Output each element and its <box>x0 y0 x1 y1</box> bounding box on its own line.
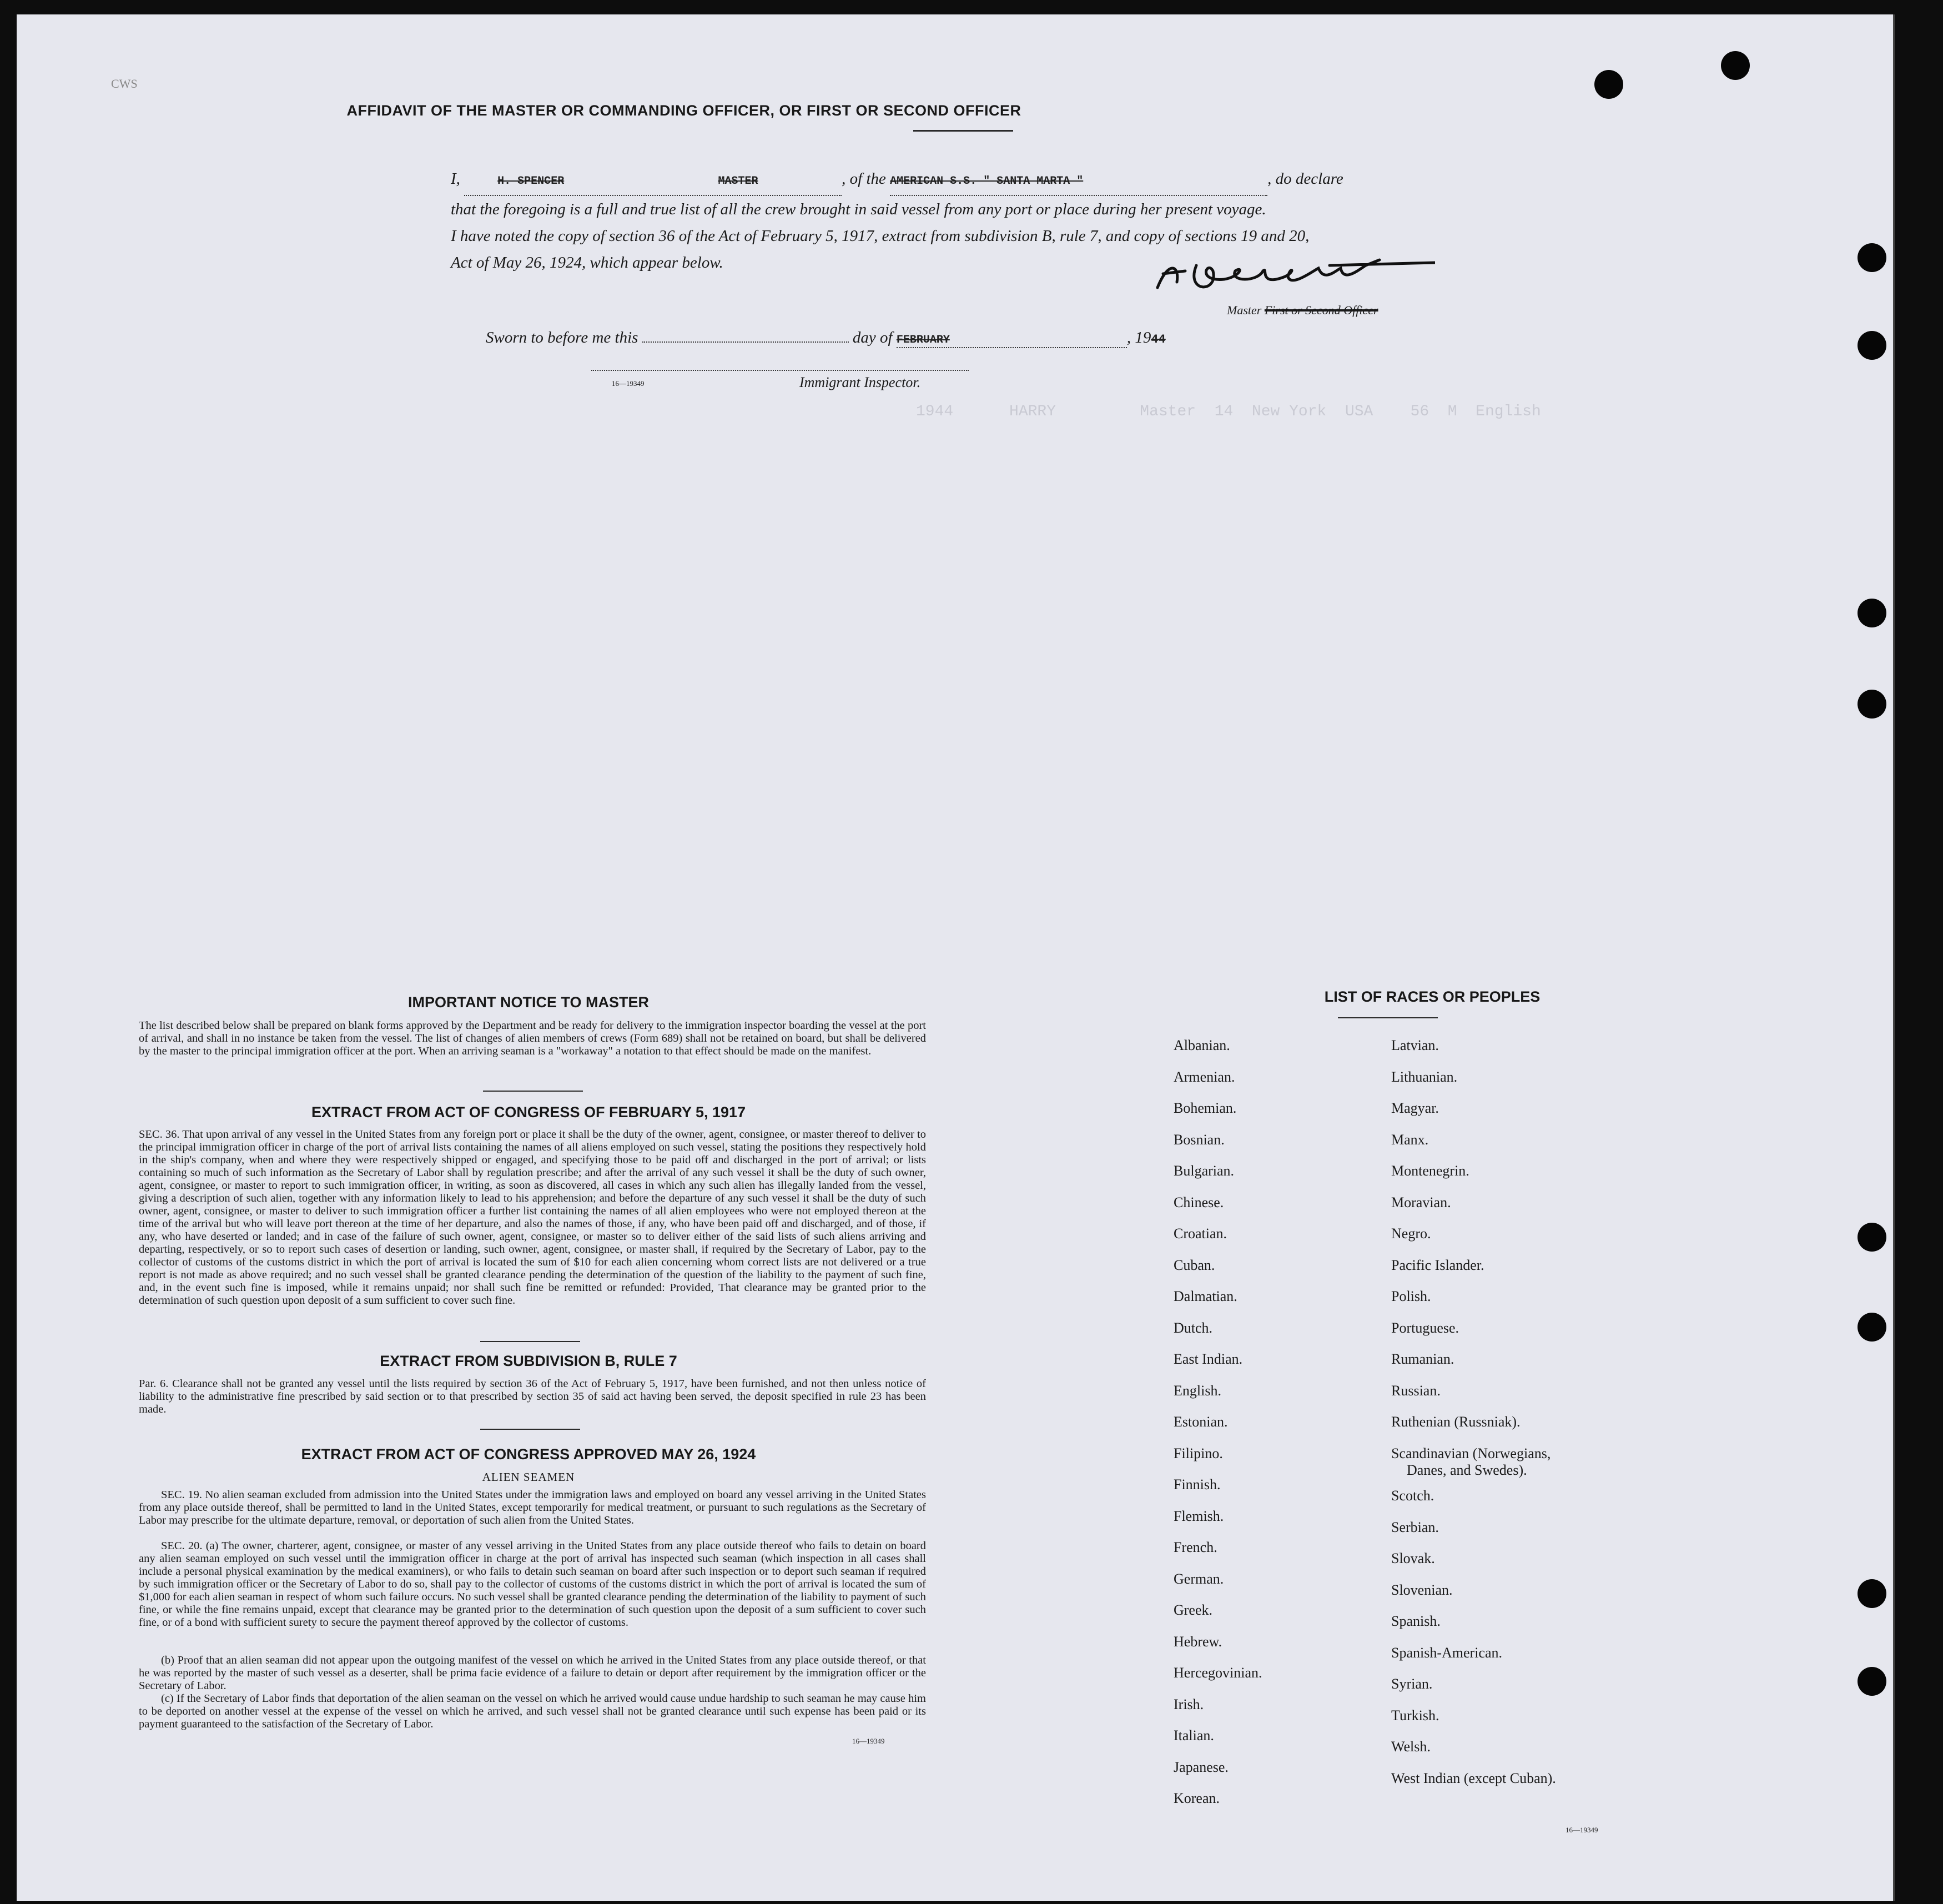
section-20a: SEC. 20. (a) The owner, charterer, agent, consignee, or master of any vessel arriving in the United States from any place outside thereof who fails to detain on board any alien seaman employed on such vessel until the immigration officer in charge at the port of arrival has inspected such seaman (which inspection in all cases shall include a personal physical examination by the medical examiners), or who fails to detain such seaman on board after such inspection or to deport such seaman if required by such immigration officer or the Secretary of Labor to do so, shall pay to the collector of customs of the customs district in which the port of arrival is located the sum of $1,000 for each alien seaman in respect of whom such failure occurs. No such vessel shall be granted clearance pending the determination of the liability to payment of such fine, or while the fine remains unpaid, except that clearance may be granted prior to the determination of such question upon the deposit of a sum sufficient to cover such fine, or of a bond with sufficient surety to secure the payment thereof approved by the collector of customs. <box>139 1540 926 1629</box>
extract-1924-heading-wrap <box>140 1446 917 1463</box>
races-right-column-lower <box>1391 1488 1556 1833</box>
race-item: Rumanian. <box>1391 1351 1454 1367</box>
extract-1917-body: SEC. 36. That upon arrival of any vessel in the United States from any foreign port or place it shall be the duty of the owner, agent, consignee, or master thereof to deliver to the principal immigration officer in charge of the port of arrival lists containing the names of all aliens employed on such vessel, stating the positions they respectively hold in the ship's company, when and where they were respectively shipped or engaged, and specifying those to be paid off and discharged in the port of arrival; or lists containing so much of such information as the Secretary of Labor shall by regulation prescribe; and after the arrival of any such vessel it shall be the duty of such owner, agent, consignee, or master to report to such immigration officer, in writing, as soon as discovered, all cases in which any such alien has illegally landed from the vessel, giving a description of such alien, together with any information likely to lead to his apprehension; and before the departure of any such vessel it shall be the duty of such owner, agent, consignee, or master to deliver to such immigration officer a further list containing the names of all alien employees who were not employed thereon at the time of the arrival but who will leave port thereon at the time of her departure, and also the names of those, if any, who have been paid off and discharged, and of those, if any, who have deserted or landed; and in case of the failure of such owner, agent, consignee, or master so to deliver either of the said lists of such aliens arriving and departing, respectively, or so to report such cases of desertion or landing, such owner, agent, consignee, or master shall, if required by the Secretary of Labor, pay to the collector of customs of the customs district in which the port of arrival is located the sum of $10 for each alien concerning whom correct lists are not delivered or a true report is not made as above required; and no such vessel shall be granted clearance pending the determination of the question of the liability to the payment of such fine, and, in the event such fine is imposed, while it remains unpaid; nor shall such fine be remitted or refunded: Provided, That clearance may be granted prior to the determination of such question upon deposit of a sum sufficient to cover such fine. <box>139 1128 926 1307</box>
race-item: Albanian. <box>1174 1037 1230 1053</box>
notice-divider <box>483 1091 583 1092</box>
affidavit-title: AFFIDAVIT OF THE MASTER OR COMMANDING OFFICER, OR FIRST OR SECOND OFFICER <box>346 102 1021 119</box>
sworn-month-field <box>897 329 1127 348</box>
extract-1917-title: EXTRACT FROM ACT OF CONGRESS OF FEBRUARY 5, 1917 <box>311 1104 746 1121</box>
affidavit-title-block <box>17 102 1351 119</box>
subdivision-title: EXTRACT FROM SUBDIVISION B, RULE 7 <box>380 1353 677 1369</box>
notice-heading-wrap <box>140 994 917 1011</box>
races-divider <box>1338 1017 1438 1018</box>
signature-label: Master <box>1227 303 1262 317</box>
race-item: Lithuanian. <box>1391 1068 1458 1085</box>
race-item: Italian. <box>1174 1727 1214 1744</box>
vessel-field <box>890 165 1267 196</box>
binding-hole <box>1858 690 1886 719</box>
races-left-column <box>1174 1037 1262 1822</box>
sworn-day-field <box>642 341 849 343</box>
race-item: Moravian. <box>1391 1194 1451 1210</box>
race-item: Armenian. <box>1174 1068 1235 1085</box>
binding-hole <box>1721 51 1750 80</box>
race-item: Scandinavian (Norwegians, Danes, and Swedes). <box>1391 1445 1551 1478</box>
race-item: Finnish. <box>1174 1476 1221 1493</box>
race-item: Dutch. <box>1174 1319 1213 1336</box>
race-item: Irish. <box>1174 1696 1204 1712</box>
race-item: Korean. <box>1174 1790 1220 1806</box>
signature-caption <box>1227 303 1378 318</box>
notice-body: The list described below shall be prepared on blank forms approved by the Department and be ready for delivery to the immigration inspector boarding the vessel at the port of arrival, and shall in no instance be taken from the vessel. The list of changes of alien members of crews (Form 689) shall not be retained on board, but shall be delivered by the master to the principal immigration officer at the port. When an arriving seaman is a "workaway" a notation to that effect should be made on the manifest. <box>139 1019 926 1057</box>
race-item: Spanish-American. <box>1391 1644 1503 1661</box>
race-item: Bohemian. <box>1174 1100 1237 1116</box>
race-item: French. <box>1174 1539 1217 1555</box>
race-item: Magyar. <box>1391 1100 1439 1116</box>
race-item: East Indian. <box>1174 1351 1243 1367</box>
race-item: Greek. <box>1174 1602 1213 1618</box>
race-item: Estonian. <box>1174 1414 1228 1430</box>
race-item: Polish. <box>1391 1288 1431 1304</box>
affidavit-line-4: Act of May 26, 1924, which appear below. <box>451 254 723 272</box>
affidavit-line-3: I have noted the copy of section 36 of the Act of February 5, 1917, extract from subdivision B, rule 7, and copy of sections 19 and 20, <box>451 227 1310 245</box>
extract-1924-title: EXTRACT FROM ACT OF CONGRESS APPROVED MAY 26, 1924 <box>301 1446 756 1463</box>
races-right-column <box>1391 1037 1551 1492</box>
race-item: Slovenian. <box>1391 1581 1453 1598</box>
race-item: Hercegovinian. <box>1174 1665 1262 1681</box>
section-19: SEC. 19. No alien seaman excluded from admission into the United States under the immigration laws and employed on board any vessel arriving in the United States from any place outside thereof, shall be permitted to land in the United States, except temporarily for medical treatment, or pursuant to such regulations as the Secretary of Labor may prescribe for the ultimate departure, removal, or deportation of such alien from the United States. <box>139 1489 926 1526</box>
race-item: Ruthenian (Russniak). <box>1391 1414 1521 1430</box>
section-20c: (c) If the Secretary of Labor finds that deportation of the alien seaman on the vessel on which he arrived would cause undue hardship to such seaman he may cause him to be deported on another vessel at the expense of the vessel on which he arrived, and such vessel shall not be granted clearance until such expense has been paid or its payment guaranteed to the satisfaction of the Secretary of Labor. <box>139 1692 926 1730</box>
race-item: Japanese. <box>1174 1759 1229 1775</box>
race-item: Flemish. <box>1174 1508 1224 1524</box>
sworn-year: 44 <box>1151 333 1166 346</box>
subdivision-divider <box>480 1429 580 1430</box>
sworn-line: Sworn to before me this day of FEBRUARY , 1944 <box>486 329 1166 348</box>
race-item: Pacific Islander. <box>1391 1257 1484 1273</box>
sworn-month: FEBRUARY <box>896 334 950 346</box>
race-item: Negro. <box>1391 1225 1431 1242</box>
race-item: German. <box>1174 1570 1224 1587</box>
extract-1924-form-number: 16—19349 <box>852 1737 885 1745</box>
binding-hole <box>1858 1579 1886 1608</box>
manifest-page <box>17 14 1895 1901</box>
subdivision-body: Par. 6. Clearance shall not be granted any vessel until the lists required by section 36 of the Act of February 5, 1917, have been furnished, and not then unless notice of liability to the administrative fine prescribed by said section or to that prescribed by section 35 of said act having been served, the deposit specified in rule 23 has been made. <box>139 1378 926 1415</box>
inspector-signature-line <box>591 370 969 371</box>
race-item: Latvian. <box>1391 1037 1439 1053</box>
race-item <box>1391 1801 1556 1833</box>
race-item: Bulgarian. <box>1174 1163 1235 1179</box>
races-form-number: 16—19349 <box>1566 1826 1598 1834</box>
races-heading-wrap <box>1182 988 1682 1006</box>
inspector-label: Immigrant Inspector. <box>799 374 921 390</box>
binding-hole <box>1594 70 1623 99</box>
race-item: Hebrew. <box>1174 1633 1222 1650</box>
affidavit-line-1: I, H. SPENCER MASTER , of the AMERICAN S.S. " SANTA MARTA " , do declare <box>451 165 1506 196</box>
race-item: Manx. <box>1391 1131 1429 1148</box>
race-item: Turkish. <box>1391 1707 1439 1724</box>
binding-hole <box>1858 1223 1886 1252</box>
races-title: LIST OF RACES OR PEOPLES <box>1324 988 1541 1005</box>
race-item: Cuban. <box>1174 1257 1215 1273</box>
master-signature <box>1146 249 1435 304</box>
race-item: Dalmatian. <box>1174 1288 1237 1304</box>
race-item: Montenegrin. <box>1391 1163 1469 1179</box>
race-item: Portuguese. <box>1391 1319 1459 1336</box>
binding-hole <box>1858 599 1886 627</box>
affidavit-line-2: that the foregoing is a full and true list of all the crew brought in said vessel from any port or place during her present voyage. <box>451 200 1266 218</box>
extract-1917-heading-wrap <box>140 1104 917 1121</box>
race-item: Chinese. <box>1174 1194 1224 1210</box>
signature-mark <box>1146 249 1435 299</box>
race-item: Serbian. <box>1391 1519 1439 1535</box>
alien-seamen-subtitle: ALIEN SEAMEN <box>482 1470 575 1484</box>
race-item: Syrian. <box>1391 1676 1433 1692</box>
binding-hole <box>1858 331 1886 360</box>
binding-hole <box>1858 243 1886 272</box>
notice-title: IMPORTANT NOTICE TO MASTER <box>408 994 649 1011</box>
race-item: West Indian (except Cuban). <box>1391 1770 1556 1786</box>
race-item: Russian. <box>1391 1382 1441 1399</box>
race-item: Croatian. <box>1174 1225 1227 1242</box>
race-item: Slovak. <box>1391 1550 1435 1566</box>
race-item: Filipino. <box>1174 1445 1223 1461</box>
subdivision-heading-wrap <box>140 1353 917 1370</box>
binding-hole <box>1858 1667 1886 1696</box>
corner-mark: CWS <box>111 77 138 91</box>
bleedthrough-text: 1944 HARRY Master 14 New York USA 56 M English <box>916 403 1541 420</box>
signature-struck-text: First or Second Officer <box>1264 303 1378 317</box>
vessel-name: AMERICAN S.S. " SANTA MARTA " <box>890 175 1084 188</box>
race-item: Welsh. <box>1391 1739 1431 1755</box>
race-item: English. <box>1174 1382 1221 1399</box>
inspector-form-number: 16—19349 <box>612 379 645 388</box>
extract-1917-divider <box>480 1341 580 1342</box>
binding-hole <box>1858 1313 1886 1342</box>
race-item: Bosnian. <box>1174 1131 1225 1148</box>
title-divider <box>913 130 1013 132</box>
race-item: Scotch. <box>1391 1488 1434 1504</box>
race-item: Spanish. <box>1391 1613 1441 1629</box>
section-20b: (b) Proof that an alien seaman did not appear upon the outgoing manifest of the vessel on which he arrived in the United States from any place outside thereof, or that he was reported by the master of such vessel as a deserter, shall be prima facie evidence of a failure to detain or deport after requirement by the immigration officer or the Secretary of Labor. <box>139 1654 926 1692</box>
officer-name: H. SPENCER <box>497 175 565 188</box>
officer-rank: MASTER <box>718 175 758 188</box>
officer-name-field <box>464 165 842 196</box>
